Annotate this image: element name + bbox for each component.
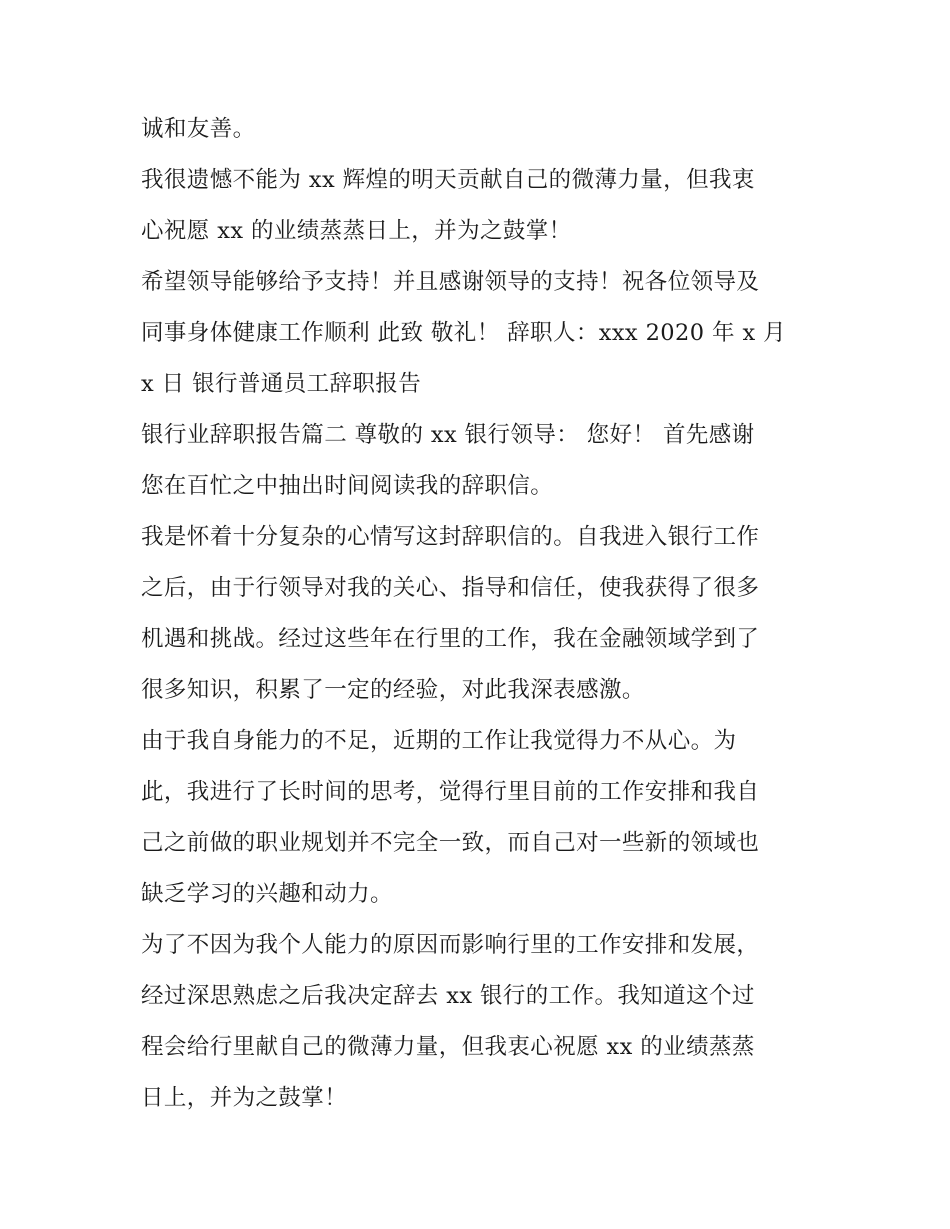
text-line: 同事身体健康工作顺利 此致 敬礼！ 辞职人：xxx 2020 年 x 月: [141, 320, 786, 346]
text-line: 为了不因为我个人能力的原因而影响行里的工作安排和发展，: [141, 932, 760, 958]
text-line: 诚和友善。: [141, 116, 256, 142]
text-line: 缺乏学习的兴趣和动力。: [141, 881, 393, 907]
text-line: 经过深思熟虑之后我决定辞去 xx 银行的工作。我知道这个过: [141, 983, 755, 1009]
text-line: 程会给行里献自己的微薄力量，但我衷心祝愿 xx 的业绩蒸蒸: [141, 1034, 755, 1060]
text-line: 机遇和挑战。经过这些年在行里的工作，我在金融领域学到了: [141, 626, 760, 652]
text-line: 我很遗憾不能为 xx 辉煌的明天贡献自己的微薄力量，但我衷: [141, 167, 755, 193]
text-line: 银行业辞职报告篇二 尊敬的 xx 银行领导： 您好！ 首先感谢: [141, 422, 755, 448]
text-line: 希望领导能够给予支持！并且感谢领导的支持！祝各位领导及: [141, 269, 760, 295]
text-line: 您在百忙之中抽出时间阅读我的辞职信。: [141, 473, 554, 499]
text-line: x 日 银行普通员工辞职报告: [141, 371, 422, 397]
text-line: 己之前做的职业规划并不完全一致，而自己对一些新的领域也: [141, 830, 760, 856]
text-line: 由于我自身能力的不足，近期的工作让我觉得力不从心。为: [141, 728, 737, 754]
text-line: 心祝愿 xx 的业绩蒸蒸日上，并为之鼓掌！: [141, 218, 572, 244]
text-line: 日上，并为之鼓掌！: [141, 1085, 348, 1111]
document-body: [141, 104, 821, 1124]
text-line: 我是怀着十分复杂的心情写这封辞职信的。自我进入银行工作: [141, 524, 760, 550]
text-line: 很多知识，积累了一定的经验，对此我深表感激。: [141, 677, 645, 703]
text-line: 此，我进行了长时间的思考，觉得行里目前的工作安排和我自: [141, 779, 760, 805]
text-line: 之后，由于行领导对我的关心、指导和信任，使我获得了很多: [141, 575, 760, 601]
